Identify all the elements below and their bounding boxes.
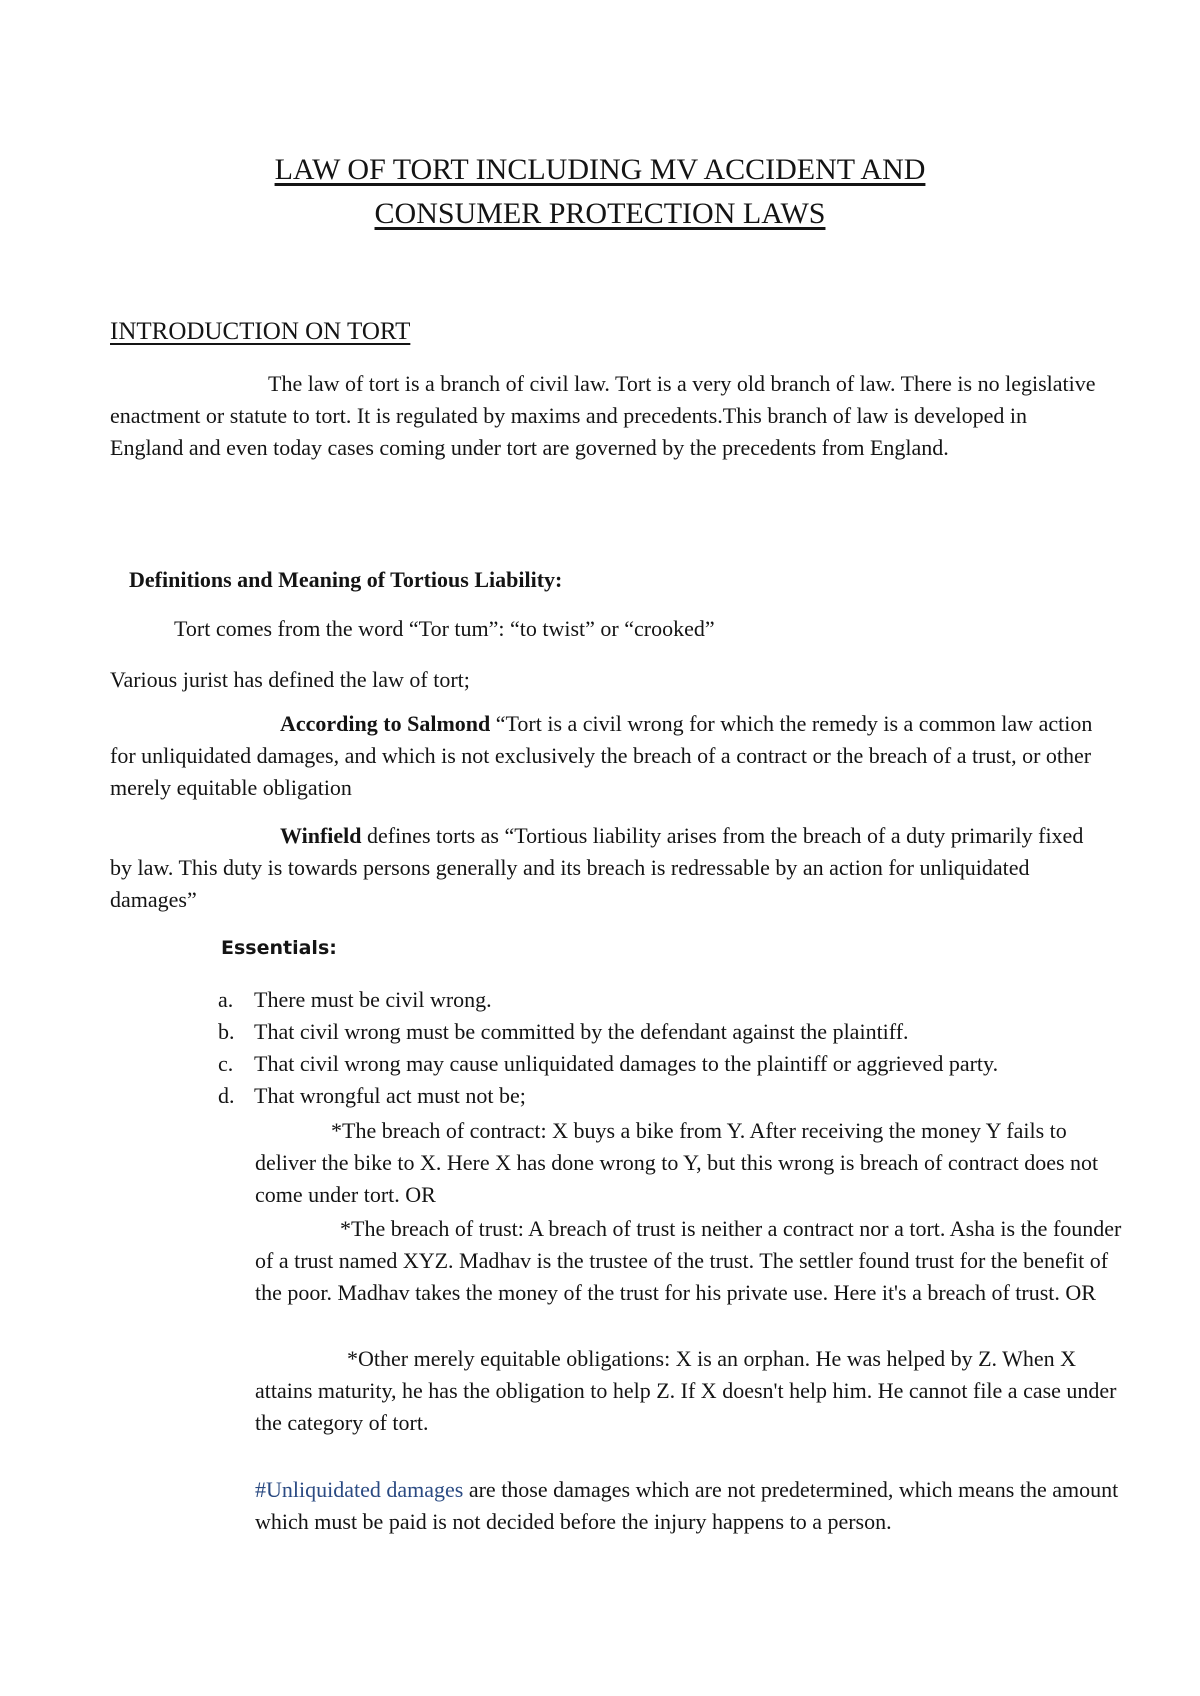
winfield-definition bbox=[110, 820, 1100, 916]
title-line-2: CONSUMER PROTECTION LAWS bbox=[374, 197, 826, 230]
salmond-label: According to Salmond bbox=[280, 711, 491, 736]
list-item-text: That wrongful act must not be; bbox=[254, 1083, 526, 1108]
winfield-text: defines torts as “Tortious liability arises from the breach of a duty primarily fixed by law. This duty is towards persons generally and its breach is redressable by an action for unliquidated damages” bbox=[110, 823, 1084, 912]
unliquidated-damages-note bbox=[255, 1474, 1120, 1538]
list-marker: b. bbox=[218, 1019, 235, 1044]
unliquidated-damages-link[interactable]: #Unliquidated damages bbox=[255, 1477, 464, 1502]
list-marker: c. bbox=[218, 1051, 234, 1076]
breach-of-contract-paragraph: *The breach of contract: X buys a bike from Y. After receiving the money Y fails to deliver the bike to X. Here X has done wrong to Y, but this wrong is breach of contract does not come under tort. OR bbox=[255, 1118, 1099, 1207]
winfield-label: Winfield bbox=[280, 823, 362, 848]
unliquidated-damages-text: are those damages which are not predetermined, which means the amount which must be paid is not decided before the injury happens to a person. bbox=[255, 1477, 1119, 1534]
list-item bbox=[218, 1080, 1103, 1112]
list-item-text: There must be civil wrong. bbox=[254, 987, 492, 1012]
list-item bbox=[218, 1048, 1103, 1080]
origin-line: Tort comes from the word “Tor tum”: “to twist” or “crooked” bbox=[174, 616, 715, 641]
various-line: Various jurist has defined the law of tort; bbox=[110, 667, 470, 692]
list-item-text: That civil wrong must be committed by the defendant against the plaintiff. bbox=[254, 1019, 909, 1044]
list-marker: d. bbox=[218, 1083, 235, 1108]
intro-paragraph: The law of tort is a branch of civil law. Tort is a very old branch of law. There is no legislative enactment or statute to tort. It is regulated by maxims and precedents.This branch of law is developed in England and even today cases coming under tort are governed by the precedents from England. bbox=[110, 371, 1096, 460]
salmond-definition bbox=[110, 708, 1100, 804]
essentials-list bbox=[218, 984, 1103, 1112]
list-marker: a. bbox=[218, 987, 234, 1012]
breach-of-trust-paragraph: *The breach of trust: A breach of trust is neither a contract nor a tort. Asha is the founder of a trust named XYZ. Madhav is the trustee of the trust. The settler found trust for the benefit of the poor. Madhav takes the money of the trust for his private use. Here it's a breach of trust. OR bbox=[255, 1216, 1122, 1305]
list-item bbox=[218, 984, 1103, 1016]
definitions-heading: Definitions and Meaning of Tortious Liability: bbox=[129, 567, 563, 592]
title-line-1: LAW OF TORT INCLUDING MV ACCIDENT AND bbox=[274, 153, 926, 186]
list-item-text: That civil wrong may cause unliquidated damages to the plaintiff or aggrieved party. bbox=[254, 1051, 999, 1076]
equitable-obligations-paragraph: *Other merely equitable obligations: X is an orphan. He was helped by Z. When X attains maturity, he has the obligation to help Z. If X doesn't help him. He cannot file a case under the category of tort. bbox=[255, 1346, 1117, 1435]
list-item bbox=[218, 1016, 1103, 1048]
section-heading: INTRODUCTION ON TORT bbox=[110, 318, 411, 345]
essentials-heading: Essentials: bbox=[221, 937, 337, 959]
salmond-text: “Tort is a civil wrong for which the remedy is a common law action for unliquidated damages, and which is not exclusively the breach of a contract or the breach of a trust, or other merely equitable obligation bbox=[110, 711, 1093, 800]
document-title bbox=[0, 148, 1200, 236]
